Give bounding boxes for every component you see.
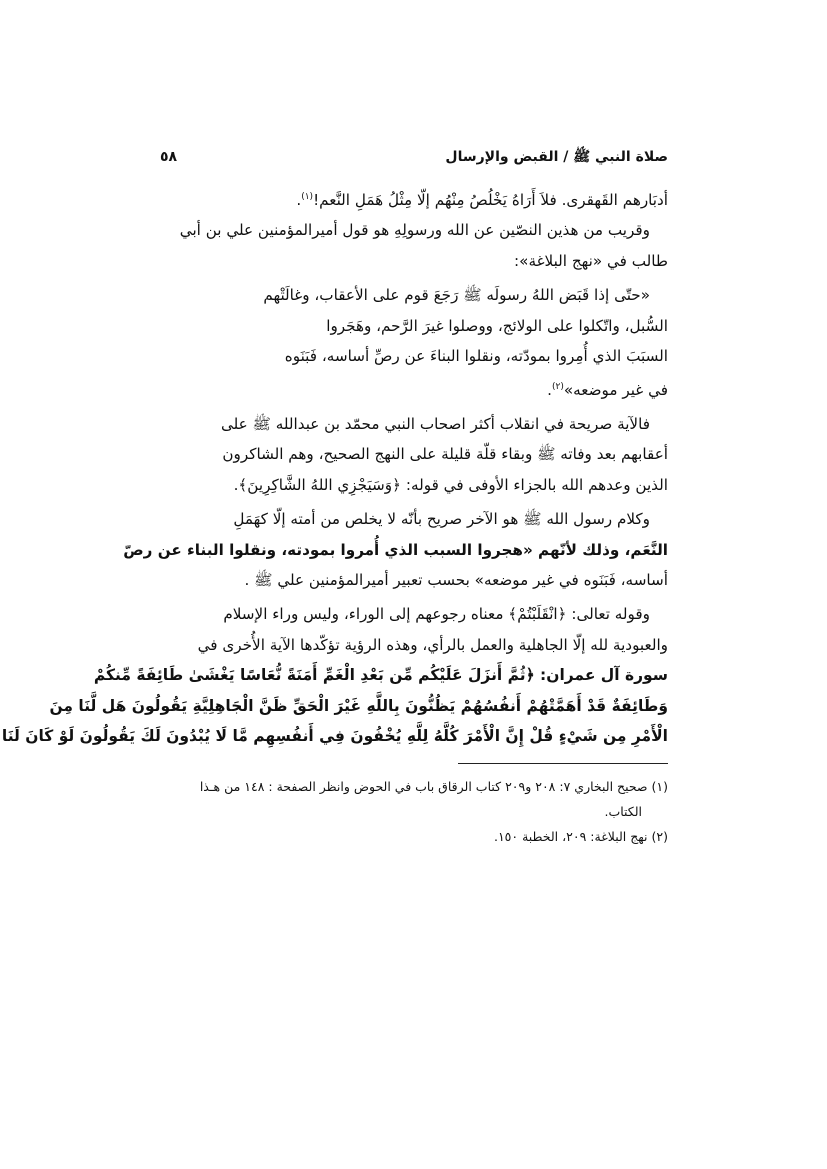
text-line: الذين وعدهم الله بالجزاء الأوفى في قوله: ﴿وَسَيَجْزِي اللهُ الشَّاكِرِينَ﴾. bbox=[233, 475, 668, 494]
text-line: والعبودية لله إلّا الجاهلية والعمل بالرأي، وهذه الرؤية تؤكّدها الآية الأُخرى في bbox=[197, 635, 668, 654]
text-line: وكلام رسول الله ﷺ هو الآخر صريح بأنّه لا يخلص من أمته إلّا كهَمَلِ bbox=[233, 510, 650, 529]
footnote-divider bbox=[458, 763, 668, 764]
quran-line: سورة آل عمران: ﴿ثُمَّ أَنزَلَ عَلَيْكُم مِّن بَعْدِ الْغَمِّ أَمَنَةً نُّعَاسًا يَغْشَىٰ طَائِفَةً مِّنكُمْ bbox=[93, 666, 668, 685]
text-line: طالب في «نهج البلاغة»: bbox=[514, 251, 668, 270]
main-text bbox=[1, 182, 668, 751]
quran-line: الْأَمْرِ مِن شَيْءٍ قُلْ إِنَّ الْأَمْرَ كُلَّهُ لِلَّهِ يُخْفُونَ فِي أَنفُسِهِم مَّا لَا يُبْدُونَ لَكَ يَقُولُونَ لَوْ كَانَ لَنَا bbox=[1, 727, 668, 746]
footnote-2: (٢) نهج البلاغة: ٢٠٩، الخطبة ١٥٠. bbox=[493, 829, 668, 845]
page-header bbox=[160, 148, 668, 172]
text-line: أساسه، فَبَنَوه في غير موضعه» بحسب تعبير أميرالمؤمنين علي ﷺ . bbox=[244, 571, 668, 589]
footnote-ref: (١) bbox=[301, 192, 314, 202]
quote-line: في غير موضعه»$^{(٢)}$. bbox=[547, 380, 668, 399]
footnote-ref: (٢) bbox=[552, 381, 564, 392]
running-title: صلاة النبي ﷺ / القبض والإرسال bbox=[445, 149, 668, 165]
book-page bbox=[1, 148, 668, 849]
page-number: ٥٨ bbox=[160, 149, 178, 165]
footnote-1-continued: الكتاب. bbox=[604, 804, 642, 820]
text-line: أدبَارهم القَهقرى. فلاَ أَرَاهُ يَخْلُصُ مِنْهُم إلّا مِثْلُ هَمَلِ النَّعم!$^{(١)}$. bbox=[296, 191, 668, 210]
footnotes bbox=[160, 774, 668, 849]
quote-line: «حتّى إذا قَبَض اللهُ رسولَه ﷺ رَجَعَ قوم على الأعقاب، وغالَتْهم bbox=[263, 286, 650, 305]
text-line: فالآية صريحة في انقلاب أكثر اصحاب النبي محمّد بن عبدالله ﷺ على bbox=[220, 414, 650, 433]
text-line: النَّعَم، وذلك لأنّهم «هجروا السبب الذي أُمروا بمودته، ونقلوا البناء عن رصّ bbox=[123, 540, 668, 559]
text-line: وقريب من هذين النصّين عن الله ورسولِهِ هو قول أميرالمؤمنين علي بن أبي bbox=[179, 221, 650, 240]
text-line: وقوله تعالى: ﴿انْقَلَبْتُمْ﴾ معناه رجوعهم إلى الوراء، وليس وراء الإسلام bbox=[223, 605, 650, 624]
text-line: أعقابهم بعد وفاته ﷺ وبقاء قلّة قليلة على النهج الصحيح، وهم الشاكرون bbox=[222, 445, 668, 464]
quote-line: السُّبل، واتّكلوا على الولائج، ووصلوا غيرَ الرَّحم، وهَجَروا bbox=[326, 316, 668, 335]
footnote-1: (١) صحيح البخاري ٧: ٢٠٨ و٢٠٩ كتاب الرقاق باب في الحوض وانظر الصفحة : ١٤٨ من هـذا bbox=[199, 779, 668, 795]
quote-line: السبَبَ الذي أُمِروا بمودّته، ونقلوا البناءَ عن رصِّ أساسه، فَبَنَوه bbox=[284, 347, 668, 366]
quran-line: وَطَائِفَةٌ قَدْ أَهَمَّتْهُمْ أَنفُسُهُمْ يَظُنُّونَ بِاللَّهِ غَيْرَ الْحَقِّ ظَنَّ الْجَاهِلِيَّةِ يَقُولُونَ هَل لَّنَا مِنَ bbox=[49, 696, 668, 715]
